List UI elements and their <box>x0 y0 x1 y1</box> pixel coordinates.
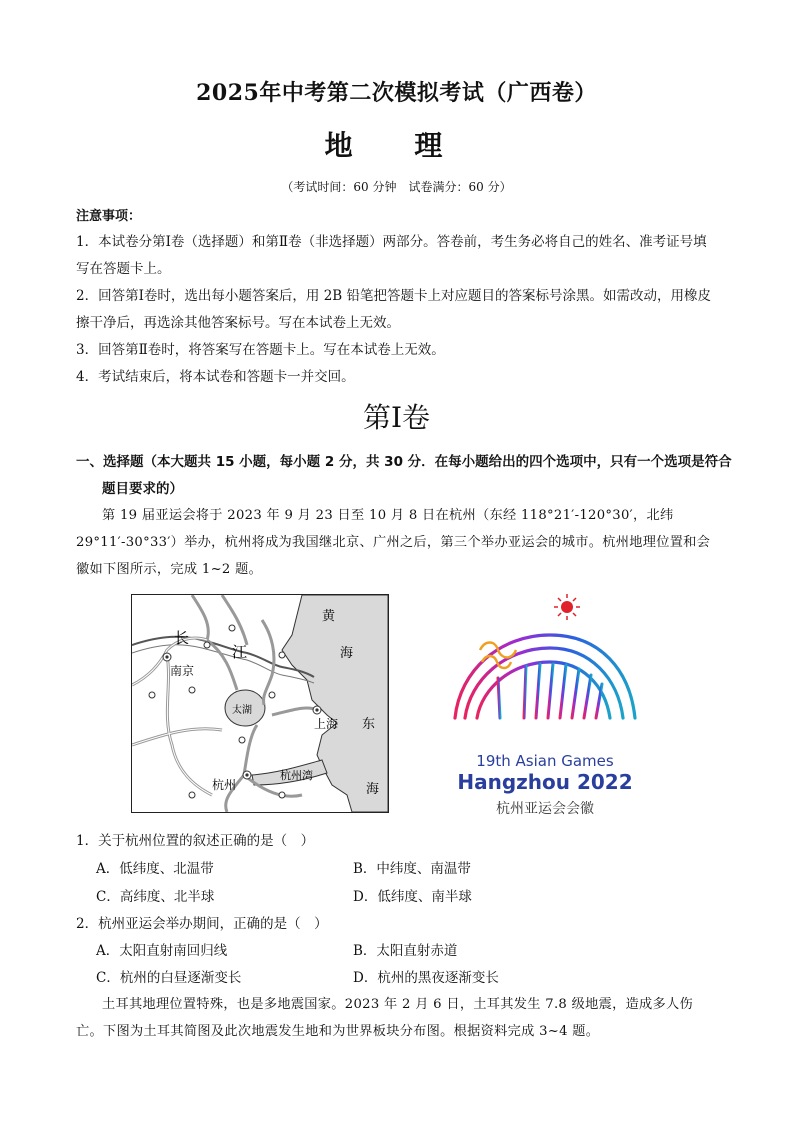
map-label: 南京 <box>170 664 195 678</box>
map-label: 杭州 <box>212 778 237 792</box>
map-label: 上海 <box>314 717 339 731</box>
option: D．低纬度、南半球 <box>353 889 472 905</box>
option: C．杭州的白昼逐渐变长 <box>96 970 242 986</box>
exam-title: 2025年中考第二次模拟考试（广西卷） <box>196 80 597 106</box>
map-label: 江 <box>232 643 248 661</box>
map-label: 海 <box>340 646 354 661</box>
question-stem: 2．杭州亚运会举办期间，正确的是（ ） <box>76 916 328 932</box>
volume-title: 第Ⅰ卷 <box>362 401 431 434</box>
map-label: 海 <box>366 782 380 797</box>
option: A．太阳直射南回归线 <box>96 943 228 959</box>
logo-line1: 19th Asian Games <box>476 752 614 770</box>
notice-heading: 注意事项： <box>76 209 142 224</box>
hangzhou-location-map <box>131 594 389 813</box>
logo-line2: Hangzhou 2022 <box>457 770 633 794</box>
notice-item: 2．回答第Ⅰ卷时，选出每小题答案后，用 2B 铅笔把答题卡上对应题目的答案标号涂黑。如需改动，用橡皮擦干净后，再选涂其他答案标号。写在本试卷上无效。 <box>76 288 712 331</box>
passage: 土耳其地理位置特殊，也是多地震国家。2023 年 2 月 6 日，土耳其发生 7.8 级地震，造成多人伤亡。下图为土耳其简图及此次地震发生地和为世界板块分布图。根据资料完成 3~4 题。 <box>76 997 694 1039</box>
notice-item: 1．本试卷分第Ⅰ卷（选择题）和第Ⅱ卷（非选择题）两部分。答卷前，考生务必将自己的姓名、准考证号填写在答题卡上。 <box>76 234 707 277</box>
map-label: 太湖 <box>232 705 252 716</box>
option: B．中纬度、南温带 <box>353 861 471 877</box>
map-label: 杭州湾 <box>280 769 313 782</box>
notice-item: 3．回答第Ⅱ卷时，将答案写在答题卡上。写在本试卷上无效。 <box>76 342 445 358</box>
option: B．太阳直射赤道 <box>353 943 458 959</box>
question-stem: 1．关于杭州位置的叙述正确的是（ ） <box>76 833 315 849</box>
map-label: 东 <box>362 717 376 732</box>
option: A．低纬度、北温带 <box>96 861 214 877</box>
notice-item: 4．考试结束后，将本试卷和答题卡一并交回。 <box>76 369 355 385</box>
sun-icon <box>554 594 580 620</box>
map-label: 黄 <box>322 609 336 624</box>
subject-title: 地 理 <box>324 129 469 162</box>
section-heading: 一、选择题（本大题共 15 小题，每小题 2 分，共 30 分．在每小题给出的四个选项中，只有一个选项是符合题目要求的） <box>76 454 732 497</box>
option: C．高纬度、北半球 <box>96 889 215 905</box>
asian-games-emblem <box>440 590 650 822</box>
logo-caption: 杭州亚运会会徽 <box>496 801 594 817</box>
option: D．杭州的黑夜逐渐变长 <box>353 970 499 986</box>
map-label: 长 <box>174 629 190 647</box>
passage: 第 19 届亚运会将于 2023 年 9 月 23 日至 10 月 8 日在杭州（东经 118°21′-120°30′，北纬 29°11′-30°33′）举办，杭州将成为我国继北京、广州之后，第三个举办亚运会的城市。杭州地理位置和会徽如下图所示，完成 1~2 题。 <box>76 508 711 577</box>
exam-meta: （考试时间：60 分钟 试卷满分：60 分） <box>281 180 512 194</box>
